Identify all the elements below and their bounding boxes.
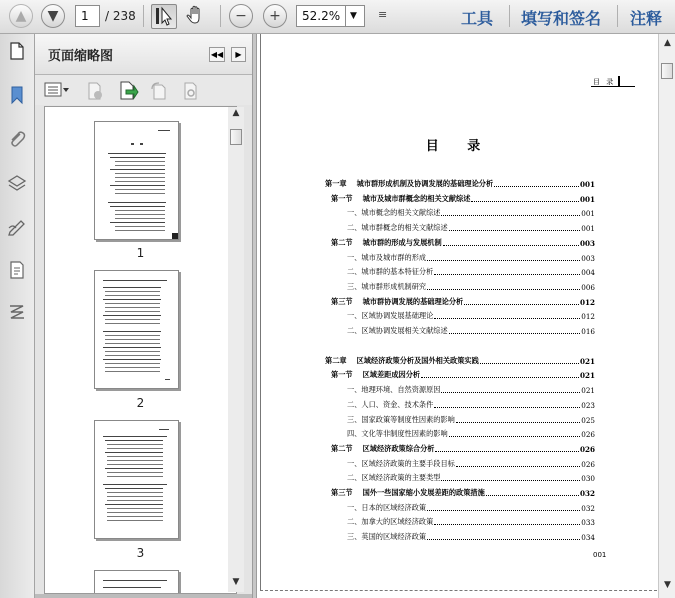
toc-leader-dots bbox=[434, 274, 580, 275]
toc-page-number: 021 bbox=[581, 386, 595, 396]
page-thumbnail-2[interactable] bbox=[94, 270, 179, 389]
arrow-up-icon: ▲ bbox=[15, 8, 27, 24]
toc-entry-title bbox=[347, 223, 448, 233]
toc-entry-text: 三、国家政策等制度性因素的影响 bbox=[347, 414, 455, 424]
toc-page-number: 026 bbox=[581, 459, 595, 469]
tools-button[interactable]: 工具 bbox=[461, 9, 494, 28]
toc-entry-title bbox=[325, 356, 479, 366]
toc-entry-item[interactable] bbox=[347, 206, 595, 218]
toc-entry-text: 二、城市群的基本特征分析 bbox=[347, 267, 434, 277]
toc-page-number: 012 bbox=[581, 312, 595, 322]
toc-entry-text: 一、地理环境、自然资源原因 bbox=[347, 385, 441, 395]
zoom-dropdown-button[interactable] bbox=[345, 5, 365, 27]
toc-leader-dots bbox=[441, 392, 580, 393]
toc-entry-title bbox=[347, 429, 448, 439]
toc-entry-title bbox=[347, 459, 455, 469]
toc-entry-item[interactable] bbox=[347, 383, 595, 395]
toc-entry-item[interactable] bbox=[347, 501, 595, 513]
toc-entry-text: 二、城市群概念的相关文献综述 bbox=[347, 223, 448, 233]
thumbnail-page-number: 3 bbox=[136, 546, 145, 560]
toc-entry-item[interactable] bbox=[347, 457, 595, 469]
toc-page-number: 032 bbox=[579, 489, 595, 498]
toc-entry-title bbox=[347, 267, 433, 277]
toc-leader-dots bbox=[421, 377, 579, 378]
toc-entry-number: 第二节 bbox=[331, 237, 353, 247]
toc-entry-section[interactable] bbox=[331, 442, 595, 454]
toc-entry-section[interactable] bbox=[331, 486, 595, 498]
page-content-icon[interactable] bbox=[7, 260, 27, 280]
toc-entry-title bbox=[331, 488, 485, 498]
thumbnails-panel bbox=[35, 34, 252, 594]
toc-entry-text: 国外一些国家缩小发展差距的政策措施 bbox=[362, 488, 485, 497]
toc-page-number: 021 bbox=[579, 356, 595, 366]
toolbar-divider bbox=[143, 5, 144, 27]
insert-page-icon[interactable] bbox=[117, 80, 139, 102]
toc-entry-title bbox=[325, 179, 493, 189]
toc-leader-dots bbox=[486, 495, 579, 496]
toc-entry-title bbox=[347, 400, 433, 410]
page-properties-icon[interactable] bbox=[180, 81, 200, 101]
chevron-down-icon: ▼ bbox=[350, 11, 357, 21]
toc-entry-text: 二、区域协调发展相关文献综述 bbox=[347, 326, 448, 335]
scroll-up-icon[interactable]: ▲ bbox=[664, 38, 671, 48]
page-title: 目 录 bbox=[425, 139, 493, 154]
toc-entry-item[interactable] bbox=[347, 515, 595, 527]
thumbnail-scrollbar[interactable] bbox=[228, 107, 244, 592]
toc-leader-dots bbox=[449, 436, 581, 437]
toc-leader-dots bbox=[494, 186, 579, 187]
toc-entry-title bbox=[347, 503, 426, 513]
toc-page-number: 003 bbox=[579, 238, 595, 248]
toc-page-number: 003 bbox=[581, 253, 595, 263]
toc-leader-dots bbox=[441, 480, 580, 481]
thumbnail-page-number: 2 bbox=[136, 396, 145, 410]
toolbar bbox=[0, 0, 675, 34]
toc-entry-text: 城市及城市群概念的相关文献综述 bbox=[362, 193, 471, 203]
toc-entry-title bbox=[331, 444, 434, 454]
zoom-input[interactable]: 52.2% bbox=[296, 5, 346, 27]
toc-entry-title bbox=[347, 208, 440, 218]
toc-page-number: 006 bbox=[581, 282, 595, 292]
toc-entry-title bbox=[331, 297, 463, 307]
toc-entry-number: 第一节 bbox=[331, 193, 353, 203]
toc-entry-text: 城市群形成机制及协调发展的基础理论分析 bbox=[356, 179, 494, 188]
panel-toolbar bbox=[35, 75, 252, 105]
toc-page-number: 026 bbox=[579, 444, 595, 454]
running-header: 目 录 bbox=[593, 78, 616, 86]
toc-leader-dots bbox=[480, 363, 579, 364]
chevron-right-icon: ▶ bbox=[235, 50, 242, 59]
layers-icon[interactable] bbox=[7, 173, 27, 193]
delete-page-icon[interactable] bbox=[85, 81, 105, 101]
zoom-in-button[interactable] bbox=[263, 4, 287, 28]
toc-entry-number: 第一节 bbox=[331, 370, 353, 380]
toc-entry-chapter[interactable] bbox=[325, 354, 595, 366]
toc-entry-section[interactable] bbox=[331, 192, 595, 204]
toc-entry-title bbox=[347, 415, 455, 425]
plus-icon: + bbox=[269, 8, 281, 24]
spacer bbox=[10, 44, 11, 45]
expand-panel-button[interactable] bbox=[231, 47, 246, 62]
panel-title: 页面缩略图 bbox=[48, 49, 114, 64]
toc-leader-dots bbox=[443, 245, 579, 246]
toc-page-number: 025 bbox=[581, 415, 595, 425]
toc-page-number: 012 bbox=[579, 297, 595, 307]
toc-entry-text: 一、区域经济政策的主要手段目标 bbox=[347, 458, 455, 468]
toc-entry-text: 二、加拿大的区域经济政策 bbox=[347, 517, 434, 527]
toc-entry-title bbox=[347, 532, 426, 542]
toc-entry-text: 区域经济政策分析及国外相关政策实践 bbox=[356, 355, 479, 365]
fill-and-sign-button[interactable]: 填写和签名 bbox=[521, 9, 602, 28]
toc-entry-item[interactable] bbox=[347, 221, 595, 233]
toc-page-number: 001 bbox=[581, 224, 595, 234]
toc-entry-title bbox=[331, 238, 442, 248]
toc-entry-number: 第二章 bbox=[325, 355, 347, 365]
toc-entry-text: 一、城市及城市群的形成 bbox=[347, 252, 427, 262]
toc-entry-number: 第三节 bbox=[331, 488, 353, 497]
navigation-rail bbox=[0, 34, 35, 598]
toc-entry-item[interactable] bbox=[347, 309, 595, 321]
toc-entry-title bbox=[347, 282, 426, 292]
toc-entry-section[interactable] bbox=[331, 295, 595, 307]
toc-entry-number: 第三节 bbox=[331, 296, 353, 306]
toc-leader-dots bbox=[464, 304, 579, 305]
toc-entry-title bbox=[347, 385, 440, 395]
toc-entry-title bbox=[347, 473, 440, 483]
toc-entry-text: 区域差距成因分析 bbox=[362, 370, 421, 380]
toc-page-number: 001 bbox=[579, 180, 595, 189]
options-menu-button[interactable] bbox=[44, 81, 70, 99]
toc-entry-title bbox=[347, 326, 448, 336]
document-page bbox=[260, 34, 657, 591]
scrollbar-thumb[interactable] bbox=[230, 129, 242, 145]
panel-header bbox=[35, 34, 252, 75]
toc-entry-section[interactable] bbox=[331, 368, 595, 380]
toc-page-number: 033 bbox=[581, 518, 595, 528]
toc-page-number: 004 bbox=[581, 268, 595, 278]
thumbnail-list bbox=[44, 106, 237, 594]
select-tool-button[interactable] bbox=[151, 4, 177, 29]
toc-entry-title bbox=[347, 253, 426, 263]
toc-leader-dots bbox=[441, 215, 580, 216]
rotate-page-icon[interactable] bbox=[149, 81, 169, 101]
toc-entry-title bbox=[347, 311, 433, 321]
toc-entry-item[interactable] bbox=[347, 471, 595, 483]
page-thumbnail-1[interactable] bbox=[94, 121, 179, 240]
toc-entry-text: 一、城市概念的相关文献综述 bbox=[347, 208, 441, 218]
toc-page-number: 016 bbox=[581, 327, 595, 336]
model-tree-icon[interactable] bbox=[7, 302, 27, 322]
toc-entry-text: 三、英国的区域经济政策 bbox=[347, 532, 427, 542]
toc-leader-dots bbox=[434, 524, 580, 525]
header-rule bbox=[591, 86, 635, 87]
toc-leader-dots bbox=[427, 289, 580, 290]
toc-entry-item[interactable] bbox=[347, 427, 595, 439]
toc-page-number: 032 bbox=[581, 503, 595, 513]
toc-page-number: 023 bbox=[581, 400, 595, 410]
page-thumbnail-3[interactable] bbox=[94, 420, 179, 539]
toc-entry-text: 区域经济政策综合分析 bbox=[362, 443, 435, 453]
cursor-icon bbox=[154, 5, 174, 27]
comment-button[interactable]: 注释 bbox=[630, 9, 663, 28]
toc-entry-item[interactable] bbox=[347, 251, 595, 263]
next-page-button[interactable] bbox=[41, 4, 65, 28]
toc-entry-number: 第二节 bbox=[331, 443, 353, 453]
document-scrollbar[interactable] bbox=[658, 34, 675, 598]
toc-page-number: 026 bbox=[581, 430, 595, 440]
toc-entry-item[interactable] bbox=[347, 265, 595, 277]
hand-icon bbox=[185, 4, 207, 26]
hand-tool-button[interactable] bbox=[183, 4, 209, 29]
toc-entry-text: 城市群协调发展的基础理论分析 bbox=[362, 296, 464, 306]
toc-entry-title bbox=[331, 370, 420, 380]
scroll-up-icon[interactable]: ▲ bbox=[232, 108, 240, 118]
list-options-icon bbox=[44, 81, 70, 99]
toc-leader-dots bbox=[434, 318, 580, 319]
toc-entry-title bbox=[331, 194, 470, 204]
toc-page-number: 030 bbox=[581, 474, 595, 484]
toc-entry-title bbox=[347, 517, 433, 527]
toc-entry-item[interactable] bbox=[347, 398, 595, 410]
toolbar-divider bbox=[220, 5, 221, 27]
toc-leader-dots bbox=[427, 510, 580, 511]
previous-page-button[interactable] bbox=[9, 4, 33, 28]
toc-leader-dots bbox=[456, 466, 580, 467]
toc-entry-number: 第一章 bbox=[325, 179, 347, 188]
collapse-panel-button[interactable] bbox=[209, 47, 225, 62]
toc-entry-text: 二、区域经济政策的主要类型 bbox=[347, 473, 441, 483]
scroll-down-icon[interactable]: ▼ bbox=[664, 580, 671, 590]
toc-entry-item[interactable] bbox=[347, 280, 595, 292]
toc-entry-text: 一、日本的区域经济政策 bbox=[347, 502, 427, 512]
toc-leader-dots bbox=[427, 539, 580, 540]
minus-icon: − bbox=[235, 8, 247, 24]
toc-entry-text: 城市群的形成与发展机制 bbox=[362, 237, 442, 247]
toc-entry-chapter[interactable] bbox=[325, 177, 595, 189]
toc-page-number: 034 bbox=[581, 533, 595, 543]
document-view bbox=[257, 34, 658, 598]
scroll-down-icon[interactable]: ▼ bbox=[232, 577, 240, 587]
toc-leader-dots bbox=[471, 201, 579, 202]
double-chevron-left-icon: ◀◀ bbox=[210, 50, 224, 59]
toolbar-divider bbox=[617, 5, 618, 27]
toolbar-more-icon[interactable]: ≡ bbox=[378, 8, 388, 21]
page-number-footer: 001 bbox=[593, 551, 607, 559]
toc-leader-dots bbox=[435, 451, 579, 452]
toc-entry-text: 三、城市群形成机制研究 bbox=[347, 281, 427, 291]
toc-entry-text: 一、区域协调发展基础理论 bbox=[347, 311, 434, 321]
scrollbar-thumb[interactable] bbox=[661, 63, 673, 79]
toc-entry-text: 四、文化等非制度性因素的影响 bbox=[347, 429, 448, 439]
toc-page-number: 001 bbox=[579, 194, 595, 204]
signature-icon[interactable] bbox=[7, 217, 27, 237]
toc-leader-dots bbox=[456, 422, 580, 423]
page-thumbnail-4[interactable] bbox=[94, 570, 179, 594]
thumbnail-page-number: 1 bbox=[136, 246, 145, 260]
page-total: / 238 bbox=[105, 9, 136, 23]
toc-leader-dots bbox=[449, 333, 581, 334]
toc-page-number: 001 bbox=[581, 209, 595, 219]
attachment-icon[interactable] bbox=[7, 129, 27, 149]
toc-entry-item[interactable] bbox=[347, 413, 595, 425]
bookmark-icon[interactable] bbox=[7, 85, 27, 105]
toc-leader-dots bbox=[434, 407, 580, 408]
toc-leader-dots bbox=[449, 230, 581, 231]
toolbar-divider bbox=[509, 5, 510, 27]
arrow-down-icon: ▼ bbox=[47, 8, 59, 24]
toc-entry-section[interactable] bbox=[331, 236, 595, 248]
toc-entry-item[interactable] bbox=[347, 324, 595, 336]
page-number-input[interactable]: 1 bbox=[75, 5, 100, 27]
toc-entry-item[interactable] bbox=[347, 530, 595, 542]
toc-page-number: 021 bbox=[579, 371, 595, 381]
toc-entry-text: 二、人口、资金、技术条件 bbox=[347, 399, 434, 409]
zoom-out-button[interactable] bbox=[229, 4, 253, 28]
toc-leader-dots bbox=[427, 260, 580, 261]
